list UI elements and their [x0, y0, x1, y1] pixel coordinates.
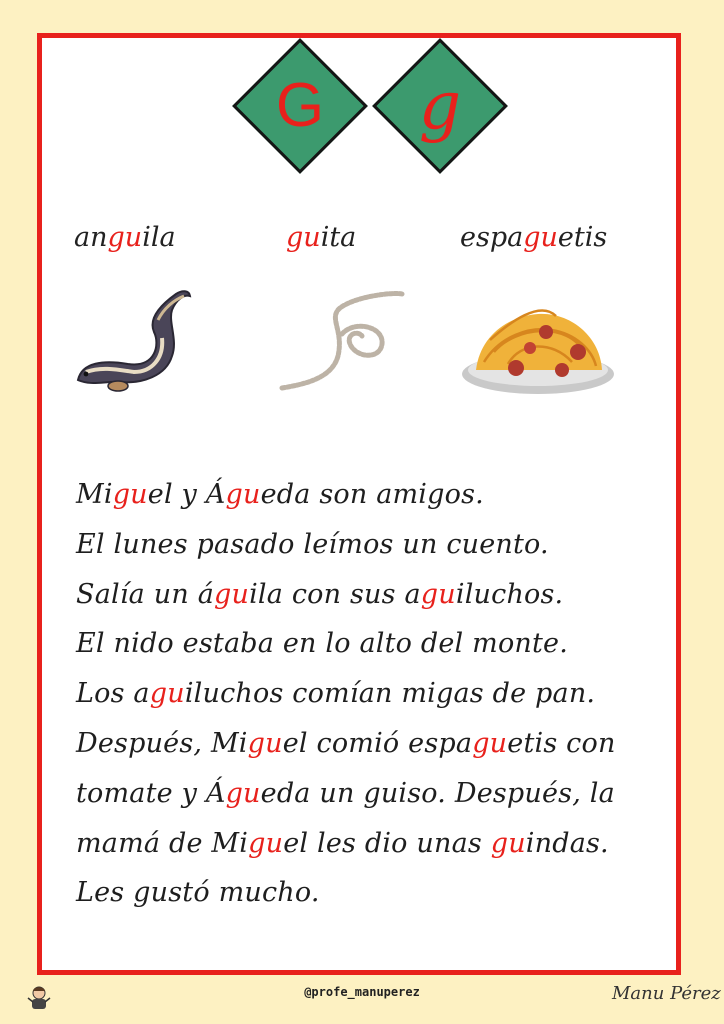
text-segment: mamá de Mi — [76, 827, 249, 859]
text-segment: iluchos. — [455, 578, 564, 610]
reading-text — [76, 470, 676, 918]
author-signature: Manu Pérez — [612, 983, 721, 1004]
highlighted-syllable: gu — [149, 678, 185, 710]
word-anguila: anguila — [74, 222, 176, 253]
text-segment: Les gustó mucho. — [76, 877, 320, 909]
text-segment: Después, Mi — [76, 727, 248, 759]
highlighted-syllable: gu — [112, 479, 148, 510]
uppercase-letter: G — [275, 71, 325, 140]
text-segment: El lunes pasado leímos un cuento. — [76, 528, 549, 560]
text-line — [76, 868, 676, 918]
text-line — [76, 470, 676, 520]
highlighted-syllable: gu — [225, 777, 261, 809]
text-segment: el comió espa — [282, 727, 473, 759]
string-icon — [276, 286, 406, 396]
highlighted-syllable: gu — [247, 727, 283, 759]
text-segment: el y Á — [147, 479, 226, 510]
highlighted-syllable: gu — [248, 827, 284, 859]
eel-icon — [72, 280, 194, 400]
text-segment: eda un guiso. Después, la — [260, 777, 615, 809]
text-segment: ila con sus a — [249, 578, 421, 610]
text-line — [76, 520, 676, 570]
highlighted-syllable: gu — [420, 578, 456, 610]
text-segment: el les dio unas — [283, 827, 491, 859]
text-segment: indas. — [525, 827, 609, 859]
text-segment: etis con — [507, 727, 616, 759]
text-line — [76, 669, 676, 719]
text-segment: Los a — [76, 678, 150, 710]
text-segment: Mi — [76, 479, 113, 510]
highlighted-syllable: gu — [490, 827, 526, 859]
text-segment: eda son amigos. — [260, 479, 484, 510]
text-line — [76, 819, 676, 869]
text-segment: El nido estaba en lo alto del monte. — [76, 628, 569, 660]
text-segment: iluchos comían migas de pan. — [184, 678, 596, 710]
spaghetti-icon — [460, 296, 618, 400]
text-line — [76, 570, 676, 620]
text-line — [76, 769, 676, 819]
highlighted-syllable: gu — [472, 727, 508, 759]
word-guita: guita — [286, 222, 357, 253]
word-espaguetis: espaguetis — [460, 222, 608, 253]
highlighted-syllable: gu — [214, 578, 250, 610]
author-handle: @profe_manuperez — [304, 985, 420, 999]
lowercase-letter: g — [418, 67, 462, 144]
text-segment: Salía un á — [76, 578, 215, 610]
text-line — [76, 719, 676, 769]
highlighted-syllable: gu — [225, 479, 261, 510]
text-line — [76, 619, 676, 669]
text-segment: tomate y Á — [76, 777, 226, 809]
